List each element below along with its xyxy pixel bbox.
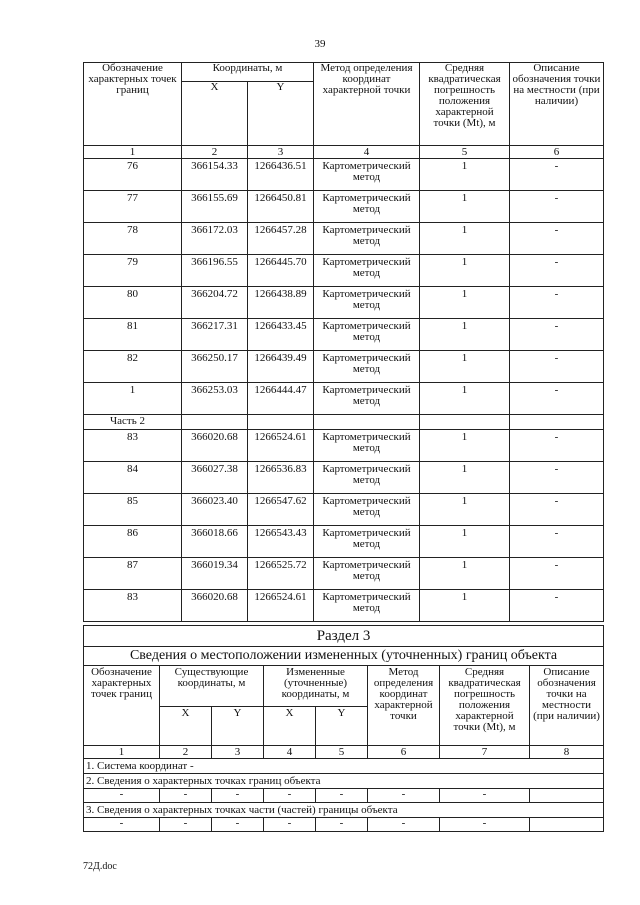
s3-dash-row (84, 818, 604, 832)
mt-value: 1 (420, 558, 510, 590)
coord-x: 366020.68 (182, 590, 248, 622)
method: Картометрический метод (314, 223, 420, 255)
dash-cell: - (440, 789, 530, 803)
coord-y: 1266547.62 (248, 494, 314, 526)
mt-value: 1 (420, 430, 510, 462)
point-id: 82 (84, 351, 182, 383)
mt-value: 1 (420, 191, 510, 223)
mt-value: 1 (420, 526, 510, 558)
table-row (84, 319, 604, 351)
method: Картометрический метод (314, 159, 420, 191)
mt-value: 1 (420, 462, 510, 494)
table-row (84, 255, 604, 287)
dash-cell: - (264, 818, 316, 832)
s3-header-description: Описание обозначения точки на местности (при наличии) (530, 666, 604, 746)
mt-value: 1 (420, 494, 510, 526)
coord-x: 366172.03 (182, 223, 248, 255)
dash-cell: - (160, 818, 212, 832)
method: Картометрический метод (314, 287, 420, 319)
s3-header-changed: Измененные (уточненные) координаты, м (264, 666, 368, 707)
point-id: 79 (84, 255, 182, 287)
coord-x: 366204.72 (182, 287, 248, 319)
method: Картометрический метод (314, 590, 420, 622)
mt-value: 1 (420, 223, 510, 255)
table-row (84, 159, 604, 191)
s3-column-number: 5 (316, 746, 368, 759)
description: - (510, 494, 604, 526)
point-id: 81 (84, 319, 182, 351)
description: - (510, 319, 604, 351)
table-row (84, 526, 604, 558)
part-row (84, 415, 604, 430)
mt-value: 1 (420, 255, 510, 287)
column-number: 1 (84, 146, 182, 159)
mt-value: 1 (420, 159, 510, 191)
coord-x: 366027.38 (182, 462, 248, 494)
s3-dash-row (84, 789, 604, 803)
s3-header-changed-y: Y (316, 707, 368, 746)
coord-x: 366023.40 (182, 494, 248, 526)
point-id: 80 (84, 287, 182, 319)
mt-value: 1 (420, 351, 510, 383)
column-number: 3 (248, 146, 314, 159)
description: - (510, 526, 604, 558)
coord-x: 366020.68 (182, 430, 248, 462)
method: Картометрический метод (314, 558, 420, 590)
column-number: 5 (420, 146, 510, 159)
s3-header-designation: Обозначение характерных точек границ (84, 666, 160, 746)
method: Картометрический метод (314, 383, 420, 415)
footer-filename: 72Д.doc (83, 861, 117, 872)
table-row (84, 351, 604, 383)
method: Картометрический метод (314, 526, 420, 558)
column-number: 6 (510, 146, 604, 159)
coord-y: 1266457.28 (248, 223, 314, 255)
coord-x: 366250.17 (182, 351, 248, 383)
coord-x: 366018.66 (182, 526, 248, 558)
part-label: Часть 2 (84, 415, 182, 430)
dash-cell: - (368, 789, 440, 803)
header-y: Y (248, 82, 314, 146)
s3-column-number: 1 (84, 746, 160, 759)
description: - (510, 255, 604, 287)
s3-column-number: 7 (440, 746, 530, 759)
empty-cell (182, 415, 248, 430)
s3-coordinate-system: 1. Система координат - (84, 759, 604, 774)
coord-x: 366019.34 (182, 558, 248, 590)
coord-y: 1266436.51 (248, 159, 314, 191)
coord-y: 1266543.43 (248, 526, 314, 558)
mt-value: 1 (420, 590, 510, 622)
header-description: Описание обозначения точки на местности (при наличии) (510, 63, 604, 146)
coord-y: 1266444.47 (248, 383, 314, 415)
point-id: 85 (84, 494, 182, 526)
coord-y: 1266524.61 (248, 590, 314, 622)
dash-cell: - (84, 789, 160, 803)
coord-y: 1266450.81 (248, 191, 314, 223)
dash-cell (530, 789, 604, 803)
mt-value: 1 (420, 319, 510, 351)
description: - (510, 462, 604, 494)
s3-header-method: Метод определения координат характерной точки (368, 666, 440, 746)
point-id: 76 (84, 159, 182, 191)
header-error: Средняя квадратическая погрешность положения характерной точки (Mt), м (420, 63, 510, 146)
s3-header-existing: Существующие координаты, м (160, 666, 264, 707)
table-row (84, 430, 604, 462)
dash-cell: - (440, 818, 530, 832)
empty-cell (314, 415, 420, 430)
point-id: 84 (84, 462, 182, 494)
table-row (84, 191, 604, 223)
s3-column-numbers-row (84, 746, 604, 759)
coord-x: 366253.03 (182, 383, 248, 415)
method: Картометрический метод (314, 430, 420, 462)
dash-cell: - (264, 789, 316, 803)
mt-value: 1 (420, 383, 510, 415)
table-row (84, 383, 604, 415)
dash-cell: - (316, 789, 368, 803)
page-number: 39 (314, 38, 326, 50)
empty-cell (420, 415, 510, 430)
table-row (84, 558, 604, 590)
coord-y: 1266524.61 (248, 430, 314, 462)
description: - (510, 558, 604, 590)
s3-boundary-points-title: 2. Сведения о характерных точках границ объекта (84, 774, 604, 789)
coord-x: 366155.69 (182, 191, 248, 223)
table-row (84, 287, 604, 319)
description: - (510, 430, 604, 462)
method: Картометрический метод (314, 191, 420, 223)
coordinates-table (83, 62, 604, 622)
coord-y: 1266439.49 (248, 351, 314, 383)
dash-cell (530, 818, 604, 832)
column-number: 4 (314, 146, 420, 159)
method: Картометрический метод (314, 462, 420, 494)
dash-cell: - (212, 818, 264, 832)
table-row (84, 590, 604, 622)
description: - (510, 383, 604, 415)
dash-cell: - (84, 818, 160, 832)
description: - (510, 287, 604, 319)
s3-header-existing-x: X (160, 707, 212, 746)
description: - (510, 351, 604, 383)
point-id: 86 (84, 526, 182, 558)
s3-column-number: 8 (530, 746, 604, 759)
description: - (510, 223, 604, 255)
header-method: Метод определения координат характерной точки (314, 63, 420, 146)
section3-subtitle: Сведения о местоположении измененных (уточненных) границ объекта (84, 647, 604, 666)
header-designation: Обозначение характерных точек границ (84, 63, 182, 146)
s3-header-error: Средняя квадратическая погрешность положения характерной точки (Mt), м (440, 666, 530, 746)
s3-column-number: 6 (368, 746, 440, 759)
empty-cell (510, 415, 604, 430)
table-row (84, 494, 604, 526)
coord-y: 1266438.89 (248, 287, 314, 319)
method: Картометрический метод (314, 319, 420, 351)
s3-part-points-title: 3. Сведения о характерных точках части (частей) границы объекта (84, 803, 604, 818)
mt-value: 1 (420, 287, 510, 319)
s3-header-existing-y: Y (212, 707, 264, 746)
empty-cell (248, 415, 314, 430)
coord-y: 1266536.83 (248, 462, 314, 494)
method: Картометрический метод (314, 494, 420, 526)
coord-x: 366196.55 (182, 255, 248, 287)
description: - (510, 191, 604, 223)
header-x: X (182, 82, 248, 146)
coord-x: 366217.31 (182, 319, 248, 351)
dash-cell: - (212, 789, 264, 803)
table-row (84, 223, 604, 255)
point-id: 83 (84, 590, 182, 622)
dash-cell: - (160, 789, 212, 803)
method: Картометрический метод (314, 255, 420, 287)
table-row (84, 462, 604, 494)
column-numbers-row (84, 146, 604, 159)
point-id: 1 (84, 383, 182, 415)
coord-x: 366154.33 (182, 159, 248, 191)
point-id: 87 (84, 558, 182, 590)
coord-y: 1266445.70 (248, 255, 314, 287)
method: Картометрический метод (314, 351, 420, 383)
point-id: 77 (84, 191, 182, 223)
description: - (510, 159, 604, 191)
coord-y: 1266433.45 (248, 319, 314, 351)
header-coords: Координаты, м (182, 63, 314, 82)
s3-column-number: 3 (212, 746, 264, 759)
coord-y: 1266525.72 (248, 558, 314, 590)
column-number: 2 (182, 146, 248, 159)
section3-table (83, 625, 604, 832)
s3-column-number: 2 (160, 746, 212, 759)
s3-header-changed-x: X (264, 707, 316, 746)
s3-column-number: 4 (264, 746, 316, 759)
point-id: 78 (84, 223, 182, 255)
point-id: 83 (84, 430, 182, 462)
dash-cell: - (316, 818, 368, 832)
description: - (510, 590, 604, 622)
section3-title: Раздел 3 (84, 626, 604, 647)
dash-cell: - (368, 818, 440, 832)
